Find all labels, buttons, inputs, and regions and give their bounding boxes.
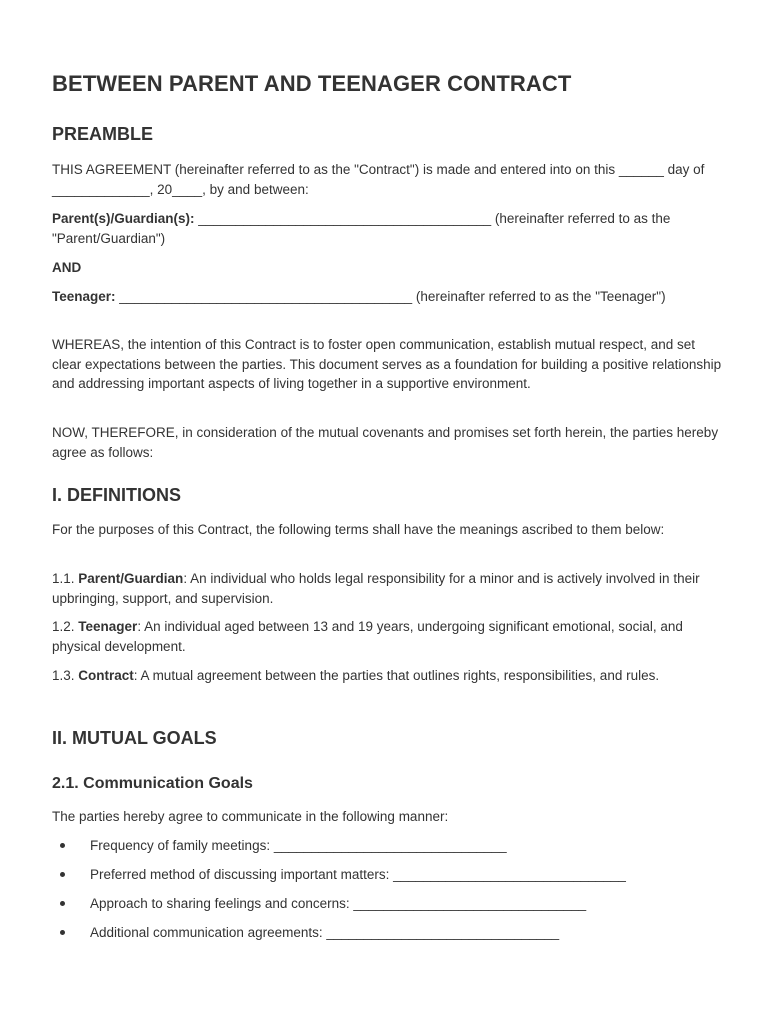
teenager-label: Teenager: (52, 289, 116, 304)
definition-number: 1.2. (52, 619, 79, 634)
now-therefore-paragraph: NOW, THEREFORE, in consideration of the mutual covenants and promises set forth herein, the parties hereby agree as follows: (52, 425, 719, 460)
definition-term: Parent/Guardian (78, 571, 184, 586)
definition-number: 1.3. (52, 668, 79, 683)
whereas-paragraph: WHEREAS, the intention of this Contract is to foster open communication, establish mutual respect, and set clear expectations between the parties. This document serves as a foundation for building a positive relationship and addressing important aspects of living together in a supportive environment. (52, 337, 722, 391)
definition-term: Contract (78, 668, 134, 683)
definition-parent-guardian (52, 569, 722, 608)
and-separator (52, 258, 722, 278)
definition-text: : An individual aged between 13 and 19 years, undergoing significant emotional, social, and physical development. (52, 619, 683, 654)
list-item-text: Approach to sharing feelings and concerns: _______________________________ (90, 896, 587, 911)
list-item-text: Frequency of family meetings: _______________________________ (90, 838, 507, 853)
bullet-icon (60, 872, 65, 877)
bullet-icon (60, 901, 65, 906)
parent-guardian-line (52, 209, 722, 248)
definition-text: : An individual who holds legal responsibility for a minor and is actively involved in their upbringing, support, and supervision. (52, 571, 700, 606)
communication-intro: The parties hereby agree to communicate in the following manner: (52, 809, 449, 824)
mutual-goals-heading: II. MUTUAL GOALS (52, 728, 217, 748)
definitions-intro: For the purposes of this Contract, the following terms shall have the meanings ascribed to them below: (52, 522, 665, 537)
preamble-heading: PREAMBLE (52, 124, 154, 144)
definition-teenager (52, 617, 722, 656)
parent-guardian-label: Parent(s)/Guardian(s): (52, 211, 195, 226)
parent-guardian-text: _______________________________________ (hereinafter referred to as the "Parent/Guardian") (52, 211, 671, 246)
communication-goals-heading: 2.1. Communication Goals (52, 775, 253, 792)
definition-contract (52, 666, 722, 686)
bullet-icon (60, 930, 65, 935)
preamble-intro: THIS AGREEMENT (hereinafter referred to as the "Contract") is made and entered into on this ______ day of _____________, 20____, by and between: (52, 162, 705, 197)
bullet-icon (60, 843, 65, 848)
definition-text: : A mutual agreement between the parties that outlines rights, responsibilities, and rules. (133, 668, 660, 683)
definitions-heading: I. DEFINITIONS (52, 485, 182, 505)
teenager-line (52, 287, 722, 307)
list-item-text: Preferred method of discussing important matters: _______________________________ (90, 867, 626, 882)
teenager-text: _______________________________________ (hereinafter referred to as the "Teenager") (115, 289, 666, 304)
definition-number: 1.1. (52, 571, 79, 586)
list-item-text: Additional communication agreements: _______________________________ (90, 925, 560, 940)
definition-term: Teenager (78, 619, 138, 634)
document-title: BETWEEN PARENT AND TEENAGER CONTRACT (52, 71, 572, 96)
and-label: AND (52, 260, 82, 275)
